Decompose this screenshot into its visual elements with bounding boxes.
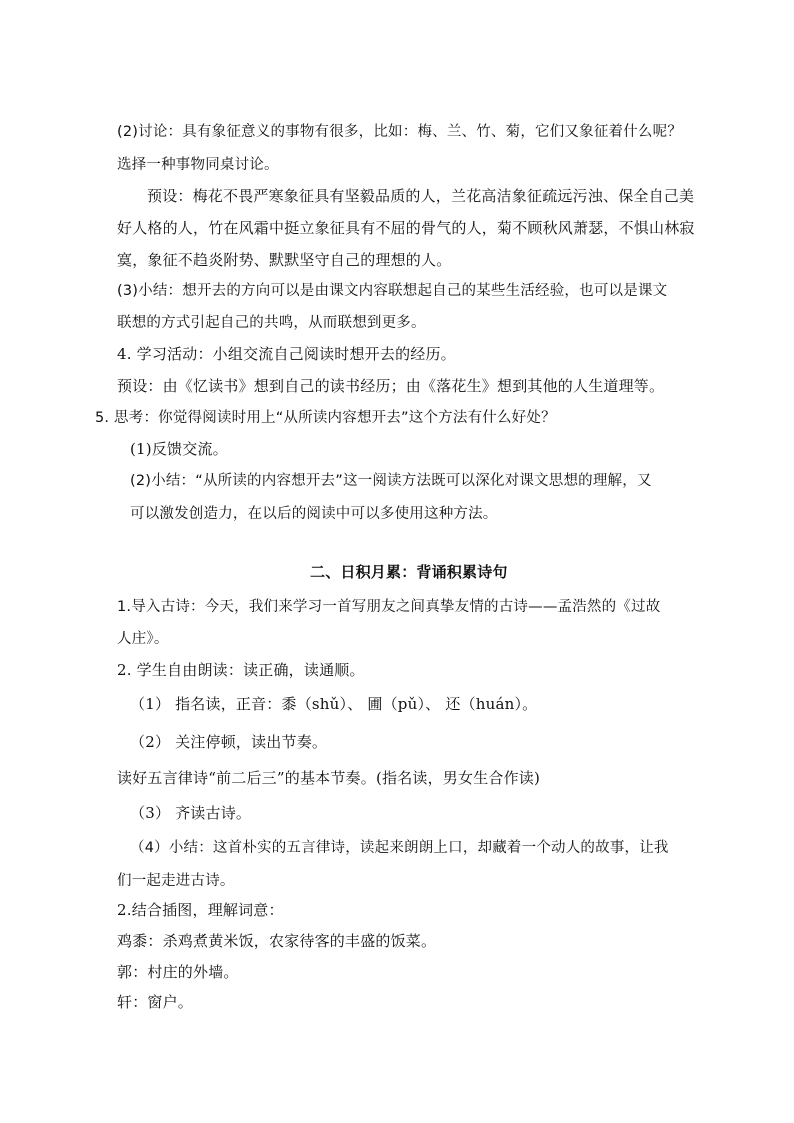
item4-line-2: 们一起走进古诗。: [117, 873, 235, 889]
item2-line: （2） 关注停顿，读出节奏。: [130, 733, 328, 751]
illustration-line: 2.结合插图，理解词意：: [117, 901, 284, 919]
read-free-line: 2. 学生自由朗读：读正确，读通顺。: [117, 661, 365, 679]
summary2-line-1: (2)小结：“从所读的内容想开去”这一阅读方法既可以深化对课文思想的理解，又: [130, 473, 652, 489]
preset-line-1: 预设：梅花不畏严寒象征具有坚毅品质的人，兰花高洁象征疏远污浊、保全自己美: [147, 187, 695, 205]
activity-line: 4. 学习活动：小组交流自己阅读时想开去的经历。: [117, 345, 456, 363]
section-heading: 二、日积月累：背诵积累诗句: [310, 563, 508, 581]
word-line-3: 轩：窗户。: [117, 993, 194, 1011]
intro-line-1: 1.导入古诗：今天，我们来学习一首写朋友之间真挚友情的古诗——孟浩然的《过故: [117, 599, 661, 615]
preset-line-3: 寞，象征不趋炎附势、默默坚守自己的理想的人。: [117, 251, 452, 269]
item3-line: （3） 齐读古诗。: [130, 804, 252, 822]
summary-line-2: 联想的方式引起自己的共鸣，从而联想到更多。: [117, 315, 426, 331]
think-line: 5. 思考：你觉得阅读时用上“从所读内容想开去”这个方法有什么好处？: [95, 410, 556, 426]
activity-preset-line: 预设：由《忆读书》想到自己的读书经历；由《落花生》想到其他的人生道理等。: [117, 377, 665, 395]
discussion-line: (2)讨论：具有象征意义的事物有很多，比如：梅、兰、竹、菊，它们又象征着什么呢？: [117, 124, 683, 140]
summary-line-1: (3)小结：想开去的方向可以是由课文内容联想起自己的某些生活经验，也可以是课文: [117, 283, 668, 299]
intro-line-2: 人庄》。: [117, 631, 169, 647]
feedback-line: (1)反馈交流。: [130, 440, 228, 458]
preset-line-2: 好人格的人，竹在风霜中挺立象征具有不屈的骨气的人，菊不顾秋风萧瑟，不惧山林寂: [117, 219, 695, 237]
summary2-line-2: 可以激发创造力，在以后的阅读中可以多使用这种方法。: [130, 506, 498, 522]
item4-line-1: （4）小结：这首朴实的五言律诗，读起来朗朗上口，却藏着一个动人的故事，让我: [130, 840, 669, 856]
word-line-1: 鸡黍：杀鸡煮黄米饭，农家待客的丰盛的饭菜。: [117, 932, 437, 950]
item1-line: （1） 指名读，正音：黍（shǔ）、 圃（pǔ）、 还（huán）。: [130, 695, 538, 713]
discussion-line-cont: 选择一种事物同桌讨论。: [117, 157, 279, 173]
rhythm-line: 读好五言律诗“前二后三”的基本节奏。(指名读，男女生合作读): [117, 769, 541, 787]
word-line-2: 郭：村庄的外墙。: [117, 963, 239, 981]
